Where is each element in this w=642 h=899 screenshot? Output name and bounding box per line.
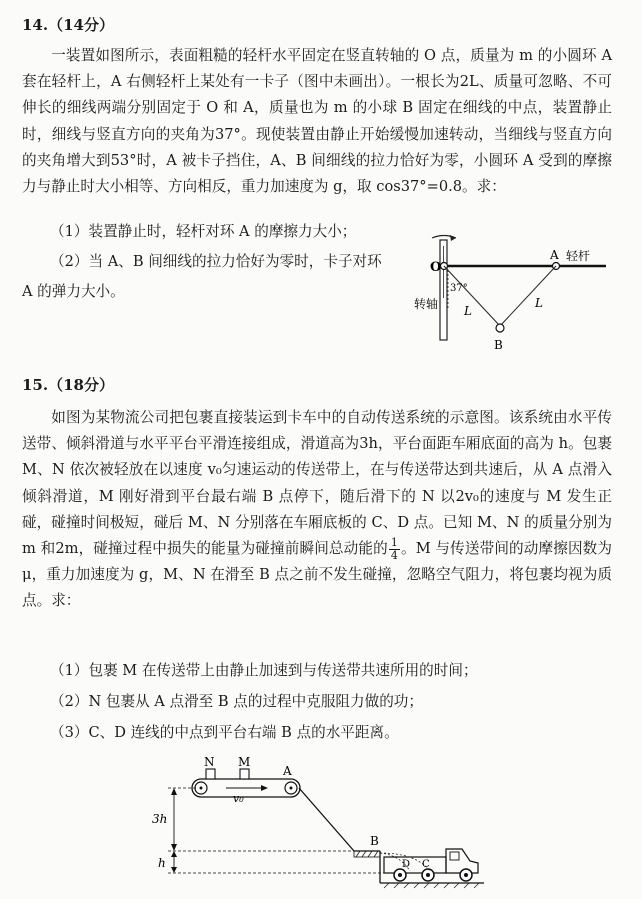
string-ab: [500, 266, 556, 326]
label-a: A: [550, 248, 559, 262]
fraction-denominator: 4: [390, 548, 398, 562]
label-axis: 转轴: [414, 297, 439, 311]
label-h: h: [158, 856, 166, 870]
q15-sub2: （2）N 包裹从 A 点滑至 B 点的过程中克服阻力做的功；: [50, 693, 423, 710]
label-a: A: [283, 764, 292, 778]
q15-body: [22, 405, 612, 615]
string-ob: [444, 266, 500, 326]
rotation-arrowhead-icon: [450, 235, 456, 241]
truck-window: [450, 852, 459, 860]
q14-figure: [410, 228, 610, 353]
label-n: N: [204, 757, 215, 769]
truck-wheel-front-hub: [464, 873, 468, 877]
q14-sub2-line1: （2）当 A、B 间细线的拉力恰好为零时，卡子对环: [50, 253, 382, 270]
energy-fraction: [389, 537, 400, 562]
label-3h: 3h: [152, 812, 168, 826]
package-n: [206, 769, 215, 779]
label-o: O: [430, 260, 442, 275]
package-m: [240, 769, 249, 779]
dim-arrowhead-h-top: [171, 851, 177, 857]
truck-wheel-rear-hub: [398, 873, 402, 877]
truck-cab: [446, 849, 478, 873]
label-d: D: [402, 859, 411, 870]
dim-arrowhead-h-bottom: [171, 867, 177, 873]
label-l2: L: [535, 296, 543, 310]
truck-bed: [384, 857, 446, 873]
q15-sub1: （1）包裹 M 在传送带上由静止加速到与传送带共速所用的时间；: [50, 662, 478, 679]
q14-sub2-line2: A 的弹力大小。: [22, 283, 125, 300]
conveyor-roller-left-axle: [200, 787, 203, 790]
ground-hatch: [384, 883, 479, 888]
label-b: B: [494, 338, 503, 352]
label-angle: 37°: [450, 283, 468, 294]
label-b: B: [370, 834, 379, 848]
incline-slide: [299, 788, 354, 851]
q14-sub1: （1）装置静止时，轻杆对环 A 的摩擦力大小；: [50, 223, 357, 240]
conveyor-roller-right-axle: [290, 787, 293, 790]
q15-figure: [148, 757, 488, 895]
label-v0: v₀: [233, 792, 244, 805]
velocity-arrowhead-icon: [261, 785, 268, 791]
q14-number: 14.（14分）: [22, 16, 114, 34]
q15-sub3: （3）C、D 连线的中点到平台右端 B 点的水平距离。: [50, 724, 399, 741]
label-c: C: [422, 859, 430, 870]
q15-body-part1: 如图为某物流公司把包裹直接装运到卡车中的自动传送系统的示意图。该系统由水平传送带、倾斜滑道与水平平台平滑连接组成，滑道高为3h，平台面距车厢底面的高为 h。包裹 M、N 依次被轻放在以速度 v₀匀速运动的传送带上，在与传送带达到共速后，从 A 点滑入倾斜滑道，M 刚好滑到平台最右端 B 点停下，随后滑下的 N 以2v₀的速度与 M 发生正碰，碰撞时间极短，碰后 M、N 分别落在车厢底板的 C、D 点。已知 M、N 的质量分别为 m 和2m，碰撞过程中损失的能量为碰撞前瞬间总动能的: [22, 409, 612, 558]
q15-body-part2: 。M 与传送带间的动摩擦因数为 μ，重力加速度为 g，M、N 在滑至 B 点之前不发生碰撞，忽略空气阻力，将包裹均视为质点。求：: [22, 540, 612, 610]
dim-arrowhead-3h-bottom: [171, 844, 177, 851]
truck-wheel-mid-hub: [426, 873, 430, 877]
q14-body: 一装置如图所示，表面粗糙的轻杆水平固定在竖直转轴的 O 点，质量为 m 的小圆环 A 套在轻杆上，A 右侧轻杆上某处有一卡子（图中未画出）。一根长为2L、质量可忽略、不可伸长的细线两端分别固定于 O 和 A，质量也为 m 的小球 B 固定在细线的中点，装置静止时，细线与竖直方向的夹角为37°。现使装置由静止开始缓慢加速转动，当细线与竖直方向的夹角增大到53°时，A 被卡子挡住，A、B 间细线的拉力恰好为零，小圆环 A 受到的摩擦力与静止时大小相等、方向相反，重力加速度为 g，取 cos37°=0.8。求：: [22, 47, 612, 196]
label-l1: L: [464, 304, 472, 318]
label-rod: 轻杆: [566, 249, 591, 263]
label-m: M: [238, 757, 251, 769]
q15-number: 15.（18分）: [22, 376, 114, 394]
fraction-numerator: 1: [390, 535, 398, 549]
dim-arrowhead-3h-top: [171, 788, 177, 795]
platform-hatch: [356, 851, 378, 857]
ball-b: [496, 324, 504, 332]
